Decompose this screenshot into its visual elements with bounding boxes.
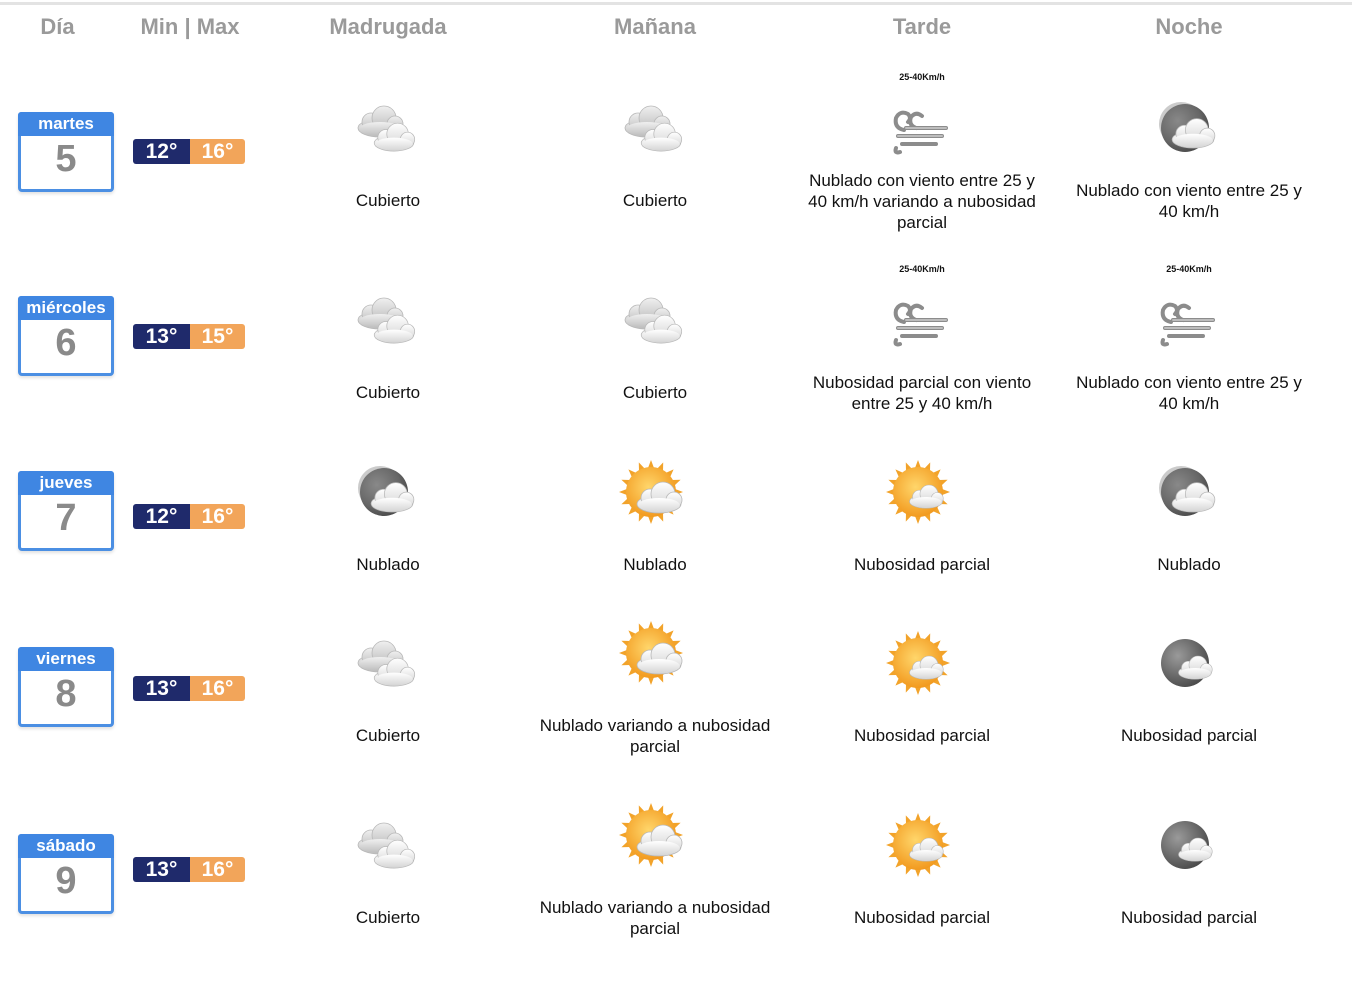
period-manana (535, 787, 775, 977)
calendar-day-badge (18, 647, 114, 727)
temp-max: 16° (190, 504, 245, 529)
sun-cloud-small-icon (884, 811, 960, 887)
calendar-day-badge (18, 834, 114, 914)
period-description: Nublado con viento entre 25 y 40 km/h (1076, 373, 1302, 413)
period-description: Nubosidad parcial (853, 555, 991, 574)
day-name: viernes (18, 647, 114, 671)
period-description: Cubierto (622, 383, 688, 402)
period-noche (1069, 605, 1309, 787)
period-madrugada (268, 70, 508, 262)
period-madrugada (268, 434, 508, 605)
period-description: Cubierto (355, 383, 421, 402)
day-number: 8 (55, 673, 77, 715)
temp-min: 12° (133, 504, 190, 529)
day-number: 6 (55, 322, 77, 364)
period-noche (1069, 262, 1309, 434)
calendar-day-badge (18, 471, 114, 551)
period-tarde (802, 434, 1042, 605)
temp-min: 13° (133, 857, 190, 882)
period-manana (535, 434, 775, 605)
header-manana: Mañana (614, 14, 696, 39)
calendar-day-badge (18, 296, 114, 376)
period-manana (535, 605, 775, 787)
calendar-day-badge (18, 112, 114, 192)
temp-min: 13° (133, 676, 190, 701)
period-description: Nubosidad parcial (1120, 908, 1258, 927)
temperature-range (133, 139, 245, 164)
period-madrugada (268, 262, 508, 434)
period-madrugada (268, 787, 508, 977)
temperature-range (133, 676, 245, 701)
period-description: Cubierto (355, 191, 421, 210)
period-tarde (802, 70, 1042, 262)
period-noche (1069, 70, 1309, 262)
moon-cloud-small-icon (1151, 811, 1227, 887)
day-name: miércoles (18, 296, 114, 320)
period-description: Cubierto (622, 191, 688, 210)
forecast-row-7 (0, 434, 1352, 605)
temperature-range (133, 504, 245, 529)
period-manana (535, 262, 775, 434)
period-description: Nublado con viento entre 25 y 40 km/h variando a nubosidad parcial (808, 171, 1036, 232)
period-madrugada (268, 605, 508, 787)
period-tarde (802, 262, 1042, 434)
sun-cloud-small-icon (884, 629, 960, 705)
period-description: Nublado con viento entre 25 y 40 km/h (1076, 181, 1302, 221)
day-name: martes (18, 112, 114, 136)
period-description: Nublado (356, 555, 420, 574)
period-description: Nubosidad parcial (853, 726, 991, 745)
night-cloud-icon (1151, 94, 1227, 170)
day-number: 5 (55, 138, 77, 180)
moon-cloud-small-icon (1151, 629, 1227, 705)
day-number: 9 (55, 860, 77, 902)
overcast-icon (617, 286, 693, 362)
overcast-icon (350, 811, 426, 887)
period-manana (535, 70, 775, 262)
temp-max: 16° (190, 857, 245, 882)
day-number: 7 (55, 497, 77, 539)
overcast-icon (350, 629, 426, 705)
temp-min: 13° (133, 324, 190, 349)
period-description: Nubosidad parcial (1120, 726, 1258, 745)
wind-speed-label: 25-40Km/h (899, 264, 945, 274)
period-tarde (802, 787, 1042, 977)
header-noche: Noche (1155, 14, 1223, 39)
forecast-row-6 (0, 262, 1352, 434)
night-cloud-icon (1151, 458, 1227, 534)
period-description: Nublado variando a nubosidad parcial (539, 716, 771, 756)
wind-speed-label: 25-40Km/h (899, 72, 945, 82)
period-tarde (802, 605, 1042, 787)
wind-speed-label: 25-40Km/h (1166, 264, 1212, 274)
forecast-row-9 (0, 787, 1352, 977)
header-madrugada: Madrugada (329, 14, 447, 39)
temp-min: 12° (133, 139, 190, 164)
period-description: Cubierto (355, 726, 421, 745)
sun-cloud-icon (617, 619, 693, 695)
sun-cloud-icon (617, 458, 693, 534)
period-noche (1069, 434, 1309, 605)
temp-max: 16° (190, 139, 245, 164)
day-name: jueves (18, 471, 114, 495)
temp-max: 16° (190, 676, 245, 701)
period-description: Nublado variando a nubosidad parcial (539, 898, 771, 938)
period-noche (1069, 787, 1309, 977)
header-minmax: Min | Max (140, 14, 240, 39)
wind-icon (884, 266, 960, 342)
period-description: Nubosidad parcial (853, 908, 991, 927)
temperature-range (133, 857, 245, 882)
overcast-icon (617, 94, 693, 170)
sun-cloud-icon (617, 801, 693, 877)
wind-icon (1151, 266, 1227, 342)
overcast-icon (350, 94, 426, 170)
forecast-row-8 (0, 605, 1352, 787)
temperature-range (133, 324, 245, 349)
wind-icon (884, 74, 960, 150)
forecast-row-5 (0, 70, 1352, 262)
temp-max: 15° (190, 324, 245, 349)
night-cloud-icon (350, 458, 426, 534)
period-description: Nublado (623, 555, 687, 574)
period-description: Nubosidad parcial con viento entre 25 y 40 km/h (812, 373, 1032, 413)
period-description: Cubierto (355, 908, 421, 927)
sun-cloud-small-icon (884, 458, 960, 534)
header-dia: Día (40, 14, 75, 39)
day-name: sábado (18, 834, 114, 858)
header-tarde: Tarde (892, 14, 952, 39)
top-divider (0, 2, 1352, 5)
overcast-icon (350, 286, 426, 362)
period-description: Nublado (1157, 555, 1221, 574)
